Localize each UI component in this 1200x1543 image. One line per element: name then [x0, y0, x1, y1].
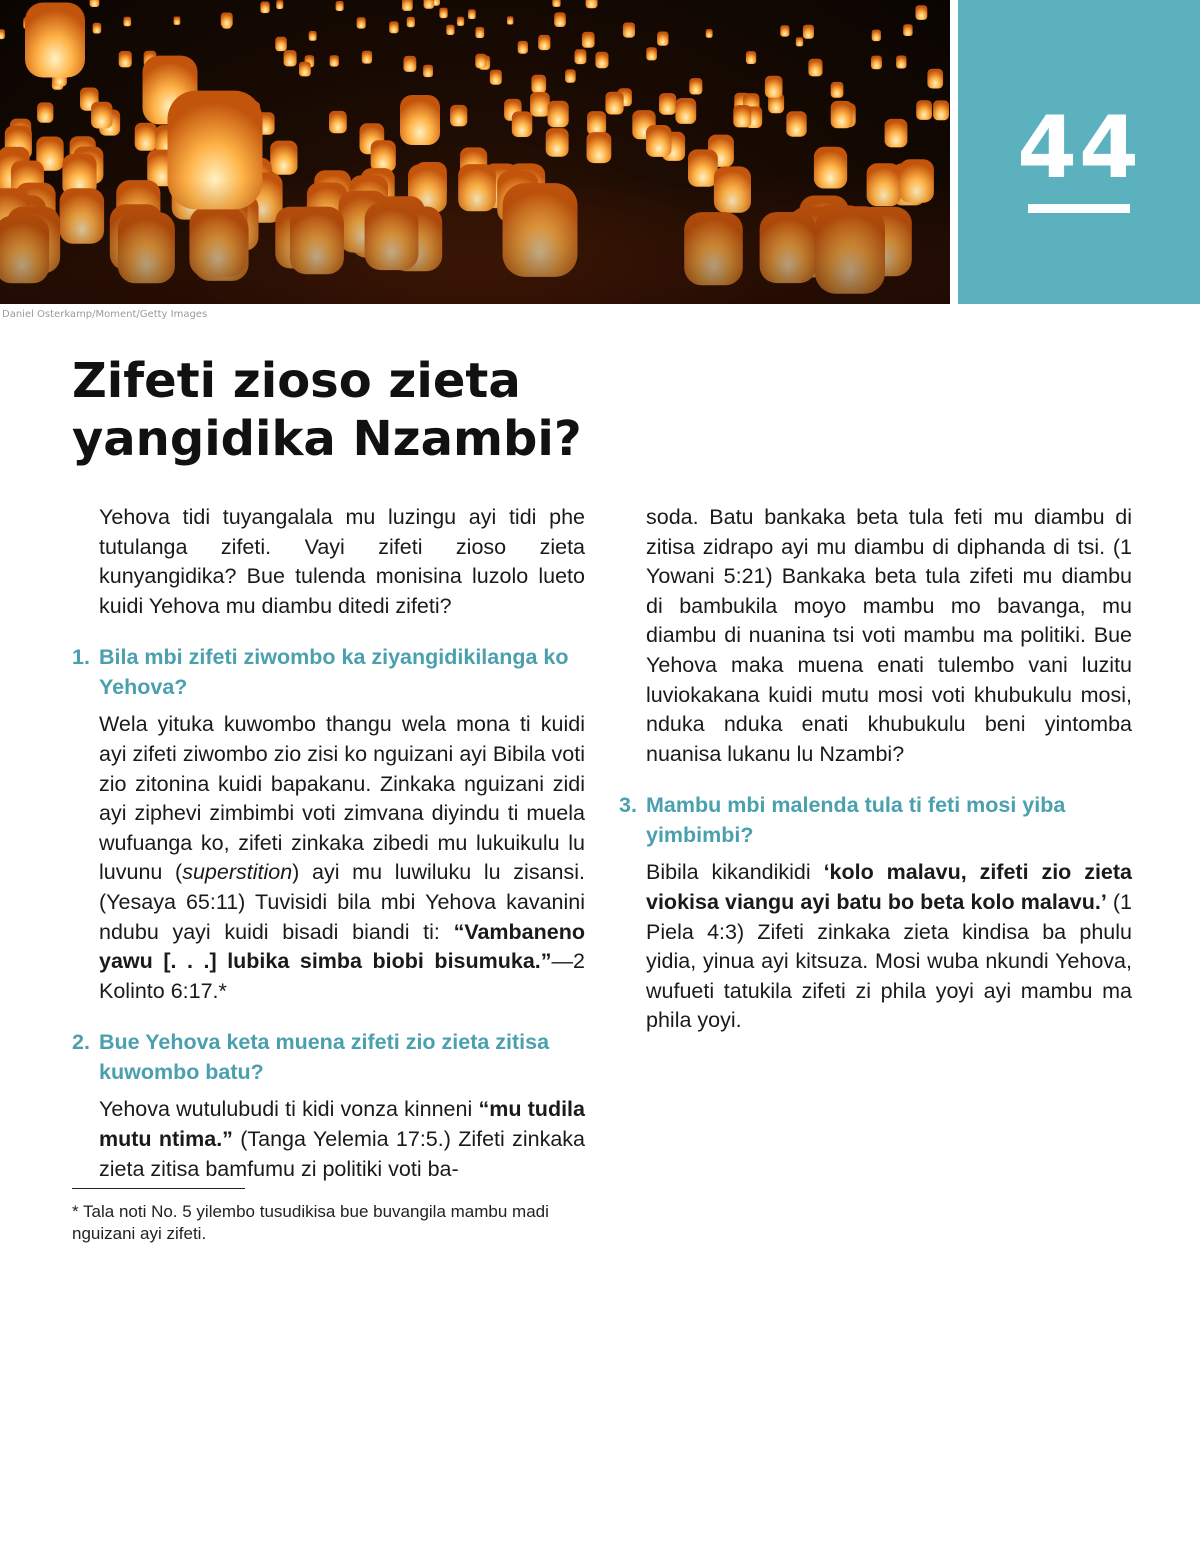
- lantern-50: [575, 49, 587, 64]
- lantern-75: [450, 105, 467, 127]
- page-title-line-1: Zifeti zioso zieta: [72, 353, 521, 409]
- lantern-91: [512, 111, 533, 137]
- answer-3-text-b: (1 Piela 4:3) Zifeti zinkaka zieta kindisa ba phulu yidia, yinua ayi kitsuza. Mosi wuba nkundi Yehova, wufueti tatukila zifeti zi phila yoyi ayi mambu ma phila yoyi.: [646, 889, 1133, 1033]
- right-column: [619, 503, 1132, 1057]
- answer-3-quote: ‘kolo malavu, zifeti zio zieta viokisa viangu ayi batu bo beta kolo malavu.’: [646, 860, 1132, 914]
- answer-2-text-a: Yehova wutulubudi ti kidi vonza kinneni: [99, 1097, 479, 1122]
- lantern-34: [896, 56, 906, 69]
- lantern-42: [657, 32, 668, 46]
- lantern-54: [623, 23, 635, 38]
- lantern-11: [552, 0, 560, 7]
- answer-2-quote: “mu tudila mutu ntima.”: [99, 1097, 585, 1151]
- lantern-172: [25, 3, 85, 78]
- lantern-60: [284, 50, 297, 66]
- lantern-59: [404, 56, 417, 72]
- lantern-97: [831, 101, 853, 128]
- lantern-0: [507, 16, 513, 24]
- lantern-79: [765, 76, 783, 98]
- question-1: [72, 642, 585, 702]
- lantern-23: [260, 2, 269, 14]
- lantern-53: [490, 70, 502, 85]
- crowd-shadow: [0, 180, 950, 304]
- lantern-90: [786, 111, 806, 137]
- question-1-text: Bila mbi zifeti ziwombo ka ziyangidikilanga ko Yehova?: [99, 645, 569, 700]
- lantern-76: [659, 93, 676, 115]
- lantern-55: [538, 35, 550, 50]
- lantern-14: [439, 8, 447, 18]
- lantern-100: [546, 128, 569, 157]
- lantern-24: [903, 24, 912, 36]
- lantern-40: [871, 56, 882, 70]
- hero-photo: [0, 0, 950, 304]
- lantern-3: [276, 0, 283, 9]
- answer-3-paragraph: [646, 858, 1132, 1036]
- question-2-number: 2.: [72, 1030, 90, 1055]
- lantern-31: [518, 41, 528, 54]
- lantern-105: [587, 132, 612, 163]
- lantern-71: [933, 100, 949, 120]
- lantern-47: [554, 12, 566, 27]
- lantern-41: [803, 25, 814, 39]
- lantern-35: [424, 0, 435, 9]
- lantern-45: [475, 54, 487, 68]
- lantern-12: [446, 25, 454, 35]
- lantern-67: [531, 75, 546, 93]
- answer-1-text-a: Wela yituka kuwombo thangu wela mona ti kuidi ayi zifeti ziwombo zio zisi ko nguizani ayi Bibila voti zio zitonina kuidi bapakanu. Zinkaka nguizani zidi ayi ziphevi zimbimbi voti zimvana diyindu ti muela wufuanga ko, zifeti zinkaka zibedi mu lukuikulu lu luvunu (: [99, 712, 585, 885]
- lantern-10: [336, 1, 344, 11]
- lesson-number-underline: [1028, 204, 1130, 213]
- lantern-63: [119, 51, 132, 67]
- lantern-107: [646, 125, 672, 157]
- answer-1-paragraph: [99, 710, 585, 1006]
- lantern-29: [90, 0, 100, 7]
- lantern-49: [299, 62, 311, 77]
- question-2-text: Bue Yehova keta muena zifeti zio zieta zitisa kuwombo batu?: [99, 1030, 550, 1085]
- lantern-58: [582, 32, 595, 48]
- answer-1-ref: —2 Kolinto 6:17.*: [99, 949, 585, 1003]
- lantern-52: [586, 0, 598, 8]
- question-3-text: Mambu mbi malenda tula ti feti mosi yiba yimbimbi?: [646, 793, 1066, 848]
- answer-1-italic: superstition: [182, 860, 293, 885]
- lantern-30: [423, 65, 433, 77]
- lantern-1: [174, 17, 181, 25]
- question-2: [72, 1027, 585, 1087]
- page-title: [72, 352, 772, 468]
- lantern-7: [468, 9, 476, 19]
- lantern-5: [796, 37, 803, 46]
- lesson-number-box: [958, 0, 1200, 304]
- lantern-92: [675, 98, 696, 124]
- lantern-140: [400, 95, 440, 145]
- answer-1-quote: “Vambaneno yawu [. . .] lubika simba biobi bisumuka.”: [99, 919, 585, 974]
- lantern-36: [646, 47, 657, 60]
- lantern-68: [927, 69, 943, 89]
- lantern-94: [548, 101, 569, 128]
- lantern-86: [587, 111, 606, 135]
- lantern-69: [916, 100, 932, 120]
- lantern-106: [371, 140, 396, 172]
- lantern-80: [329, 111, 347, 133]
- lantern-21: [330, 55, 339, 66]
- lantern-38: [402, 0, 413, 11]
- lantern-88: [530, 92, 550, 117]
- lantern-2: [706, 29, 713, 38]
- page-title-line-2: yangidika Nzambi?: [72, 411, 582, 467]
- answer-2-text-b: (Tanga Yelemia 17:5.) Zifeti zinkaka zieta zitisa bamfumu zi politiki voti ba-: [99, 1126, 585, 1181]
- lantern-99: [885, 119, 908, 147]
- question-3-number: 3.: [619, 793, 637, 818]
- intro-paragraph: Yehova tidi tuyangalala mu luzingu ayi tidi phe tutulanga zifeti. Vayi zifeti zioso zieta kunyangidika? Bue tulenda monisina luzolo lueto kuidi Yehova mu diambu ditedi zifeti?: [99, 505, 585, 618]
- lantern-46: [275, 37, 287, 51]
- question-1-number: 1.: [72, 645, 90, 670]
- lantern-32: [362, 51, 372, 64]
- lantern-9: [0, 29, 5, 39]
- lantern-64: [808, 59, 822, 77]
- lantern-19: [780, 25, 789, 36]
- lantern-6: [124, 17, 132, 27]
- lantern-51: [221, 13, 233, 28]
- lantern-98: [135, 123, 157, 151]
- lantern-48: [916, 5, 928, 20]
- lantern-8: [309, 31, 317, 41]
- footnote: * Tala noti No. 5 yilembo tusudikisa bue buvangila mambu madi nguizani ayi zifeti.: [72, 1202, 549, 1243]
- footnote-divider: [72, 1188, 245, 1189]
- lantern-37: [565, 69, 576, 82]
- lantern-73: [37, 102, 53, 122]
- lanterns-photo: [0, 0, 950, 304]
- lantern-16: [93, 23, 102, 34]
- lantern-61: [595, 52, 608, 68]
- lantern-96: [91, 102, 112, 129]
- answer-3-text-a: Bibila kikandikidi: [646, 860, 824, 885]
- lantern-26: [389, 21, 398, 33]
- answer-1-text-b: ) ayi mu luwiluku lu zisansi. (Yesaya 65:11) Tuvisidi bila mbi Yehova kavanini ndubu yayi kuidi bisadi biandi ti:: [99, 860, 585, 944]
- lantern-13: [407, 17, 415, 27]
- lesson-number: 44: [1017, 98, 1141, 198]
- lantern-17: [475, 27, 484, 38]
- photo-credit: Daniel Osterkamp/Moment/Getty Images: [2, 309, 208, 320]
- question-3: [619, 790, 1132, 850]
- lantern-56: [831, 82, 844, 98]
- lantern-62: [689, 78, 702, 94]
- lantern-33: [746, 51, 756, 64]
- lantern-4: [457, 17, 464, 26]
- lantern-113: [270, 141, 297, 175]
- answer-2-paragraph: [99, 1095, 585, 1184]
- lantern-22: [872, 30, 881, 41]
- lantern-83: [605, 92, 623, 115]
- lantern-20: [357, 17, 366, 28]
- lantern-81: [733, 105, 751, 127]
- left-column: [72, 503, 585, 1205]
- answer-2-continued: soda. Batu bankaka beta tula feti mu diambu di zitisa zidrapo ayi mu diambu di diphanda di tsi. (1 Yowani 5:21) Bankaka beta tula zifeti mu diambu di bambukila moyo mambu mo bavanga, mu diambu di nuanina tsi voti mambu ma politiki. Bue Yehova maka muena enati tulembo vani luzitu luviokakana kuidi mutu mosi voti khubukulu mosi, nduka nduka enati khubukulu beni yintomba nuanisa lukanu lu Nzambi?: [646, 505, 1132, 766]
